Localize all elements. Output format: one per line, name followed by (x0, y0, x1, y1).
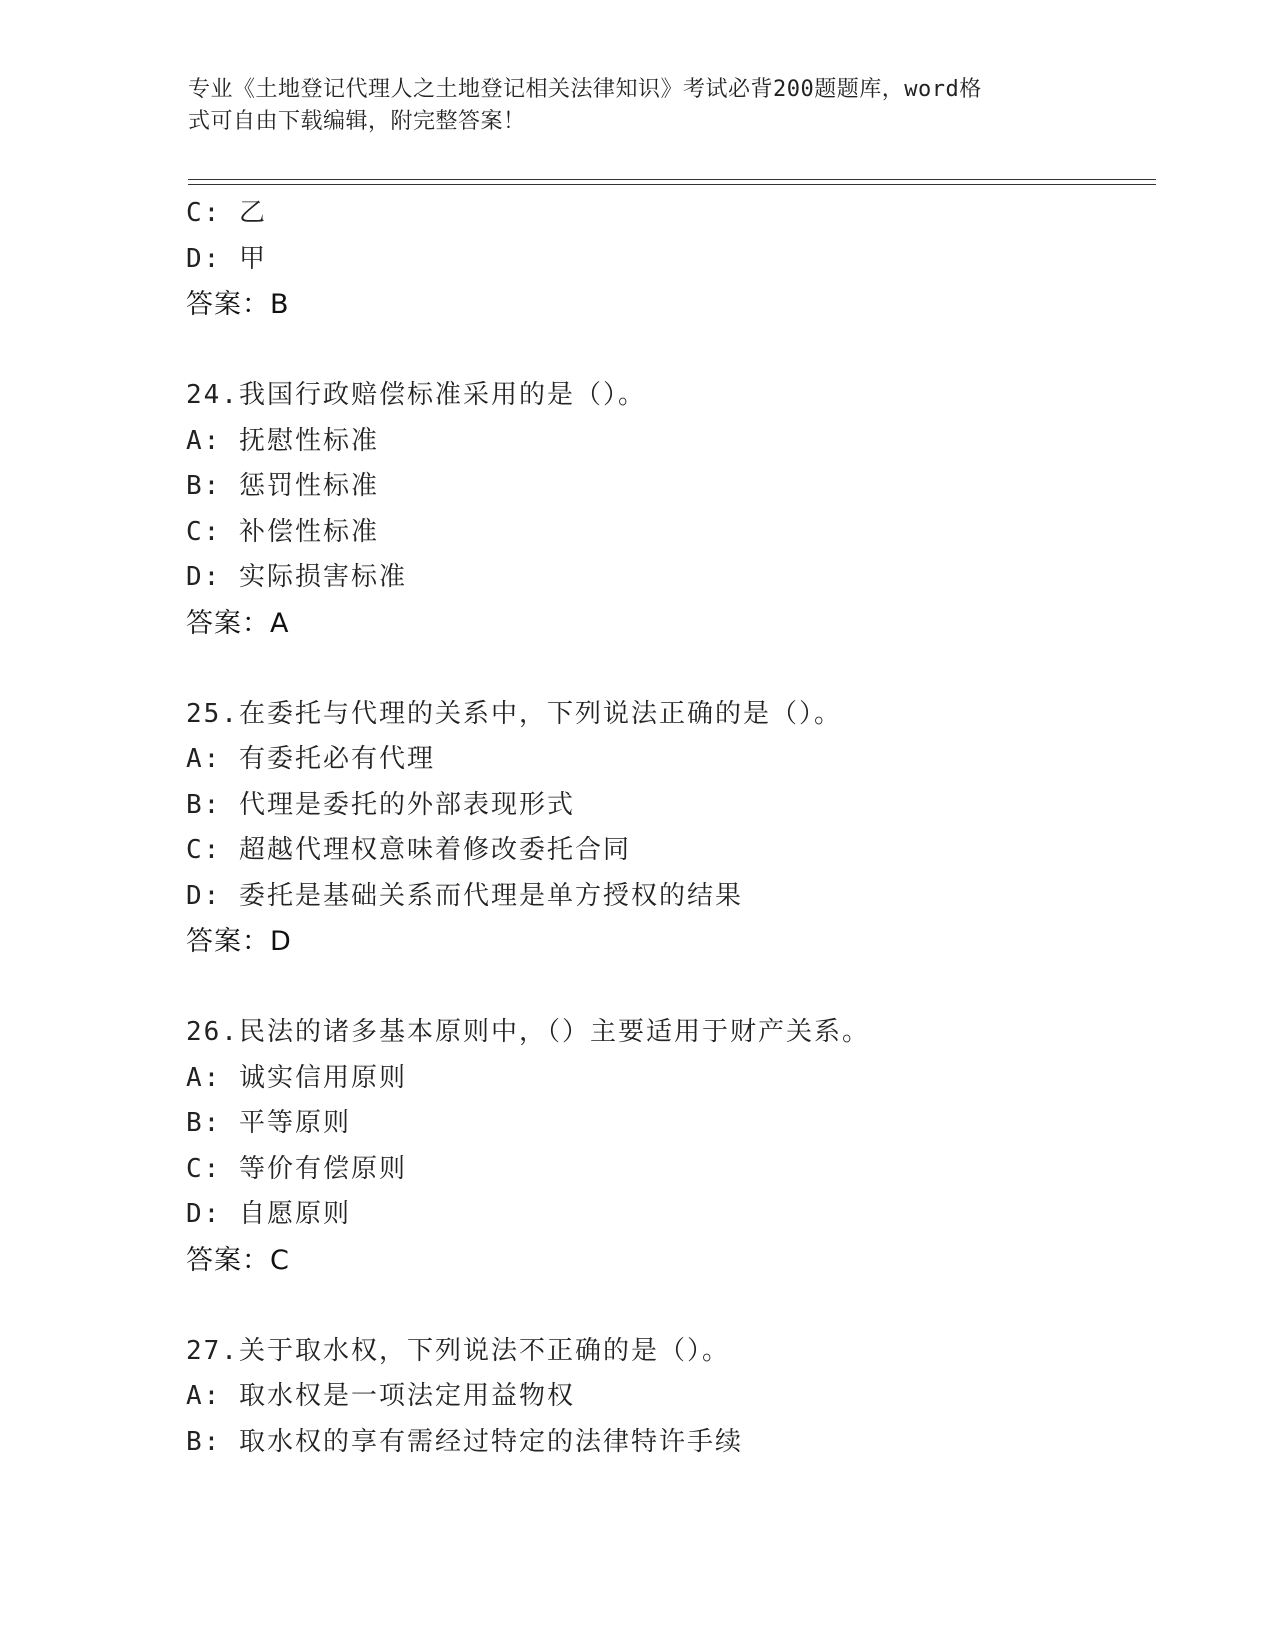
header-line-1: 专业《土地登记代理人之土地登记相关法律知识》考试必背200题题库，word格 (188, 77, 982, 102)
header-divider-top (188, 179, 1156, 180)
option-d: D: 实际损害标准 (186, 562, 407, 592)
answer-line: 答案：C (186, 1244, 290, 1276)
question-stem: 25.在委托与代理的关系中，下列说法正确的是（）。 (186, 698, 842, 729)
option-b: B: 平等原则 (186, 1108, 351, 1138)
answer-line: 答案：B (186, 289, 290, 320)
option-a: A: 抚慰性标准 (186, 425, 379, 456)
option-b: B: 惩罚性标准 (186, 471, 379, 501)
header-line-2: 式可自由下载编辑，附完整答案！ (188, 109, 526, 134)
option-d: D: 甲 (186, 243, 267, 274)
option-c: C: 等价有偿原则 (186, 1153, 407, 1184)
option-d: D: 自愿原则 (186, 1199, 351, 1229)
option-c: C: 超越代理权意味着修改委托合同 (186, 835, 631, 865)
option-c: C: 补偿性标准 (186, 516, 379, 547)
header-divider-bottom (188, 184, 1156, 185)
question-content (186, 191, 1146, 1465)
answer-line: 答案：D (186, 926, 292, 957)
spacer (186, 646, 1146, 692)
spacer (186, 1283, 1146, 1329)
option-c: C: 乙 (186, 198, 267, 228)
option-d: D: 委托是基础关系而代理是单方授权的结果 (186, 880, 743, 911)
option-b: B: 取水权的享有需经过特定的法律特许手续 (186, 1426, 743, 1457)
option-b: B: 代理是委托的外部表现形式 (186, 789, 575, 820)
question-stem: 27.关于取水权，下列说法不正确的是（）。 (186, 1335, 730, 1366)
option-a: A: 取水权是一项法定用益物权 (186, 1381, 575, 1411)
question-stem: 24.我国行政赔偿标准采用的是（）。 (186, 380, 646, 410)
option-a: A: 有委托必有代理 (186, 744, 435, 774)
spacer (186, 965, 1146, 1011)
answer-line: 答案：A (186, 607, 290, 639)
option-a: A: 诚实信用原则 (186, 1062, 407, 1093)
document-header (188, 74, 1078, 138)
question-stem: 26.民法的诸多基本原则中，（）主要适用于财产关系。 (186, 1017, 870, 1047)
spacer (186, 328, 1146, 374)
